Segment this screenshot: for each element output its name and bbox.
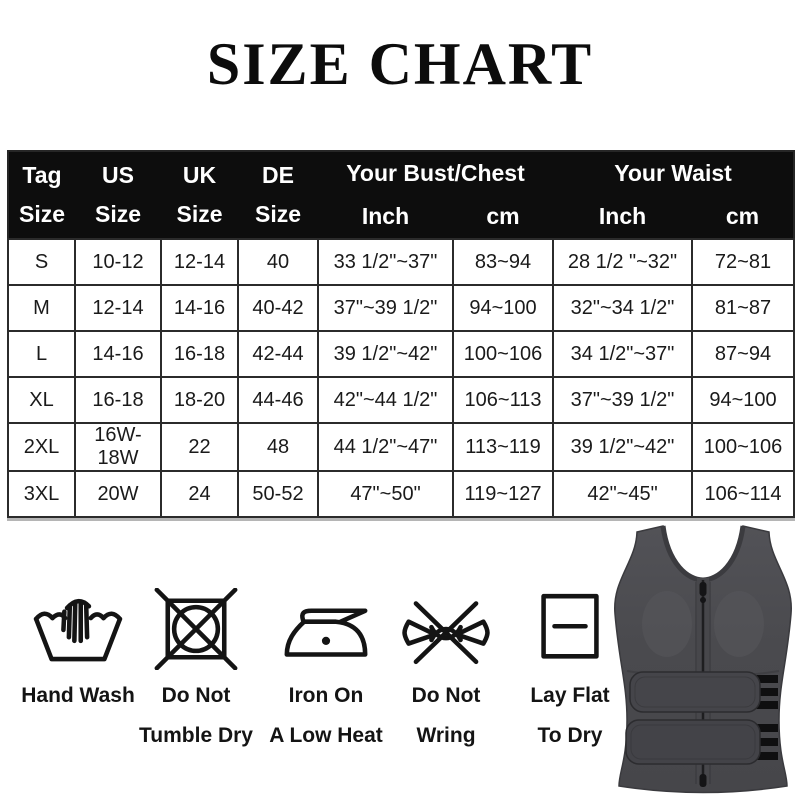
cell-waist-inch: 34 1/2"~37": [553, 331, 692, 377]
cell-waist-inch: 42"~45": [553, 471, 692, 517]
cell-uk: 24: [161, 471, 238, 517]
cell-waist-cm: 87~94: [692, 331, 794, 377]
cell-bust-inch: 39 1/2"~42": [318, 331, 453, 377]
size-table: [7, 150, 795, 518]
table-row-l: [8, 331, 794, 377]
table-row-s: [8, 239, 794, 285]
cell-bust-inch: 47"~50": [318, 471, 453, 517]
cell-us: 14-16: [75, 331, 161, 377]
cell-uk: 12-14: [161, 239, 238, 285]
page-title: SIZE CHART: [206, 31, 594, 97]
cell-de: 48: [238, 423, 318, 471]
cell-us: 16W-18W: [75, 423, 161, 471]
cell-uk: 16-18: [161, 331, 238, 377]
cell-waist-inch: 37"~39 1/2": [553, 377, 692, 423]
vest-bottom-zipper-pull: [700, 774, 707, 787]
cell-bust-cm: 100~106: [453, 331, 553, 377]
col-group-waist: Your Waist: [553, 151, 794, 195]
de-line2: Size: [254, 201, 302, 227]
cell-uk: 18-20: [161, 377, 238, 423]
col-group-bust-chest: Your Bust/Chest: [318, 151, 553, 195]
table-row-m: [8, 285, 794, 331]
cell-bust-inch: 33 1/2"~37": [318, 239, 453, 285]
cell-bust-cm: 94~100: [453, 285, 553, 331]
cell-us: 10-12: [75, 239, 161, 285]
cell-waist-cm: 72~81: [692, 239, 794, 285]
care-label-line1: Lay Flat: [530, 684, 610, 707]
cell-tag: M: [8, 285, 75, 331]
care-label-line2: A Low Heat: [269, 724, 383, 747]
care-label-line1: Do Not: [411, 684, 481, 707]
us-line2: Size: [94, 201, 142, 227]
cell-de: 40: [238, 239, 318, 285]
care-label-line1: Hand Wash: [21, 684, 135, 707]
col-header-de-size: [238, 151, 318, 239]
cell-waist-cm: 106~114: [692, 471, 794, 517]
cell-tag: L: [8, 331, 75, 377]
cell-bust-cm: 83~94: [453, 239, 553, 285]
cell-tag: 3XL: [8, 471, 75, 517]
col-header-tag-size: [8, 151, 75, 239]
cell-waist-cm: 100~106: [692, 423, 794, 471]
tag-line1: Tag: [22, 162, 62, 188]
size-table-body: [8, 239, 794, 517]
cell-tag: 2XL: [8, 423, 75, 471]
cell-bust-inch: 44 1/2"~47": [318, 423, 453, 471]
table-row-3xl: [8, 471, 794, 517]
cell-de: 42-44: [238, 331, 318, 377]
care-label-line2: Wring: [416, 724, 476, 747]
table-row-xl: [8, 377, 794, 423]
uk-line1: UK: [182, 162, 217, 188]
care-label-line1: Do Not: [161, 684, 231, 707]
header-row-1: [8, 151, 794, 195]
de-line1: DE: [262, 162, 294, 188]
col-header-waist-cm: cm: [692, 195, 794, 239]
hand-wash-icon: [30, 588, 126, 670]
vest-zipper-pull: [700, 582, 707, 596]
cell-tag: S: [8, 239, 75, 285]
vest-velcro-band-lower: [626, 720, 760, 764]
do-not-tumble-dry-icon: [148, 588, 244, 670]
do-not-wring-icon: [398, 588, 494, 670]
cell-waist-cm: 81~87: [692, 285, 794, 331]
cell-bust-inch: 37"~39 1/2": [318, 285, 453, 331]
cell-bust-inch: 42"~44 1/2": [318, 377, 453, 423]
cell-us: 16-18: [75, 377, 161, 423]
cell-us: 20W: [75, 471, 161, 517]
cell-de: 40-42: [238, 285, 318, 331]
cell-waist-cm: 94~100: [692, 377, 794, 423]
tag-line2: Size: [18, 201, 66, 227]
vest-zipper-pull-ring: [700, 597, 706, 603]
care-label-line2: To Dry: [537, 724, 603, 747]
uk-line2: Size: [176, 201, 223, 227]
lay-flat-dry-icon: [522, 588, 618, 670]
care-label-line1: Iron On: [288, 684, 364, 707]
cell-waist-inch: 32"~34 1/2": [553, 285, 692, 331]
col-header-bust-cm: cm: [453, 195, 553, 239]
cell-waist-inch: 28 1/2 "~32": [553, 239, 692, 285]
cell-us: 12-14: [75, 285, 161, 331]
cell-waist-inch: 39 1/2"~42": [553, 423, 692, 471]
cell-de: 44-46: [238, 377, 318, 423]
table-row-2xl: [8, 423, 794, 471]
cell-bust-cm: 113~119: [453, 423, 553, 471]
us-line1: US: [102, 162, 134, 188]
col-header-us-size: [75, 151, 161, 239]
cell-uk: 22: [161, 423, 238, 471]
cell-uk: 14-16: [161, 285, 238, 331]
vest-velcro-band-upper: [630, 672, 760, 712]
col-header-waist-inch: Inch: [553, 195, 692, 239]
vest-chest-shading: [714, 591, 764, 657]
cell-bust-cm: 106~113: [453, 377, 553, 423]
cell-bust-cm: 119~127: [453, 471, 553, 517]
cell-de: 50-52: [238, 471, 318, 517]
col-header-uk-size: [161, 151, 238, 239]
iron-low-heat-icon: [278, 588, 374, 670]
size-table-header: [8, 151, 794, 239]
care-label-line2: Tumble Dry: [139, 724, 253, 747]
col-header-bust-inch: Inch: [318, 195, 453, 239]
cell-tag: XL: [8, 377, 75, 423]
vest-chest-shading: [642, 591, 692, 657]
product-vest-image: [610, 522, 796, 798]
